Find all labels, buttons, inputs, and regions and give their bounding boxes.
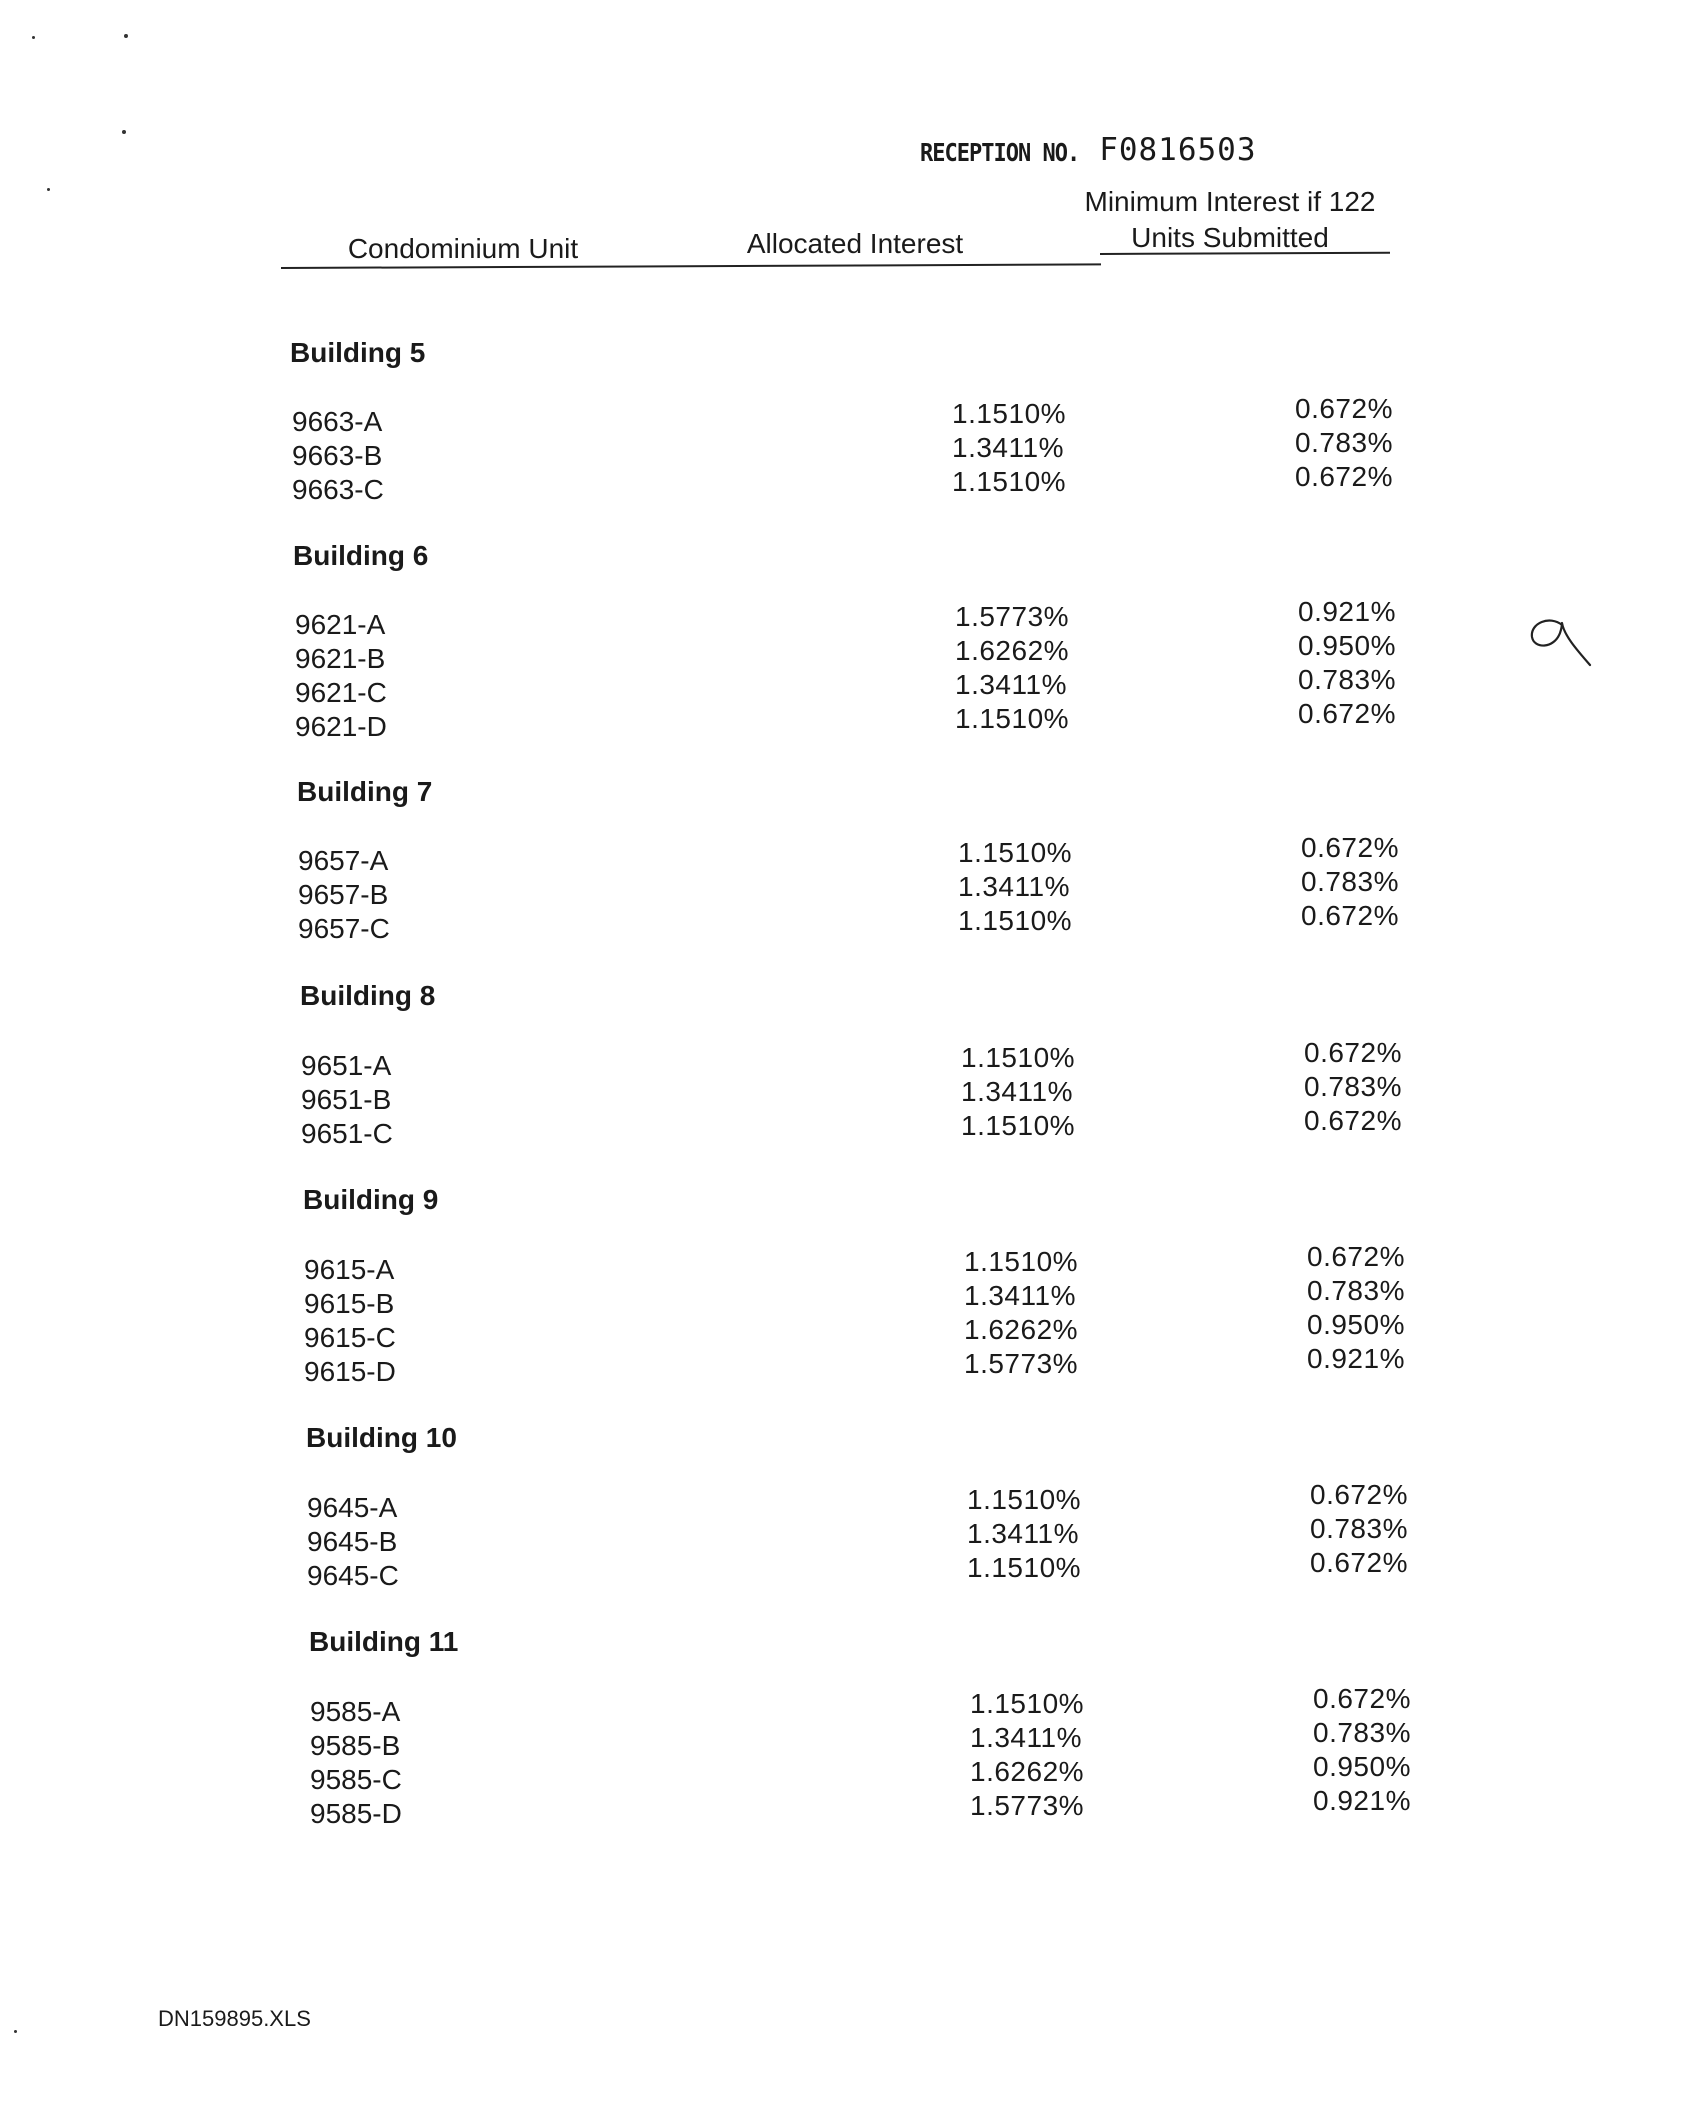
allocated-cell: 1.6262%: [955, 635, 1070, 666]
table-row: [0, 698, 1696, 745]
scan-speck: [47, 188, 50, 191]
handwritten-mark-icon: [1520, 605, 1610, 685]
unit-cell: 9651-C: [301, 1118, 393, 1149]
unit-cell: 9663-A: [292, 406, 383, 437]
table-row: [0, 1717, 1696, 1764]
unit-cell: 9663-B: [292, 440, 383, 471]
minimum-cell: 0.672%: [1310, 1547, 1408, 1578]
allocated-cell: 1.5773%: [964, 1348, 1079, 1379]
unit-cell: 9621-D: [295, 711, 387, 742]
table-row: [0, 1105, 1696, 1152]
minimum-cell: 0.783%: [1310, 1513, 1408, 1544]
unit-cell: 9651-A: [301, 1050, 392, 1081]
reception-stamp: [920, 132, 1257, 168]
table-row: [0, 1241, 1696, 1288]
minimum-cell: 0.921%: [1313, 1785, 1411, 1816]
building-title: Building 7: [297, 776, 433, 807]
reception-label: RECEPTION NO.: [920, 139, 1080, 168]
minimum-cell: 0.783%: [1313, 1717, 1411, 1748]
minimum-cell: 0.783%: [1301, 866, 1399, 897]
unit-cell: 9615-B: [304, 1288, 395, 1319]
column-header-allocated: Allocated Interest: [746, 228, 964, 259]
column-header-unit: Condominium Unit: [347, 233, 579, 264]
table-row: [0, 1751, 1696, 1798]
unit-cell: 9621-C: [295, 677, 387, 708]
unit-cell: 9585-A: [310, 1696, 401, 1727]
table-row: [0, 596, 1696, 643]
table-row: [0, 1479, 1696, 1526]
minimum-cell: 0.672%: [1298, 698, 1396, 729]
building-title: Building 8: [300, 980, 436, 1011]
table-row: [0, 1785, 1696, 1832]
allocated-cell: 1.1510%: [958, 837, 1073, 868]
table-row: [0, 427, 1696, 474]
allocated-cell: 1.1510%: [961, 1042, 1076, 1073]
reception-number: F0816503: [1099, 132, 1257, 168]
table-row: [0, 1343, 1696, 1390]
allocated-cell: 1.5773%: [955, 601, 1070, 632]
minimum-cell: 0.672%: [1313, 1683, 1411, 1714]
minimum-cell: 0.672%: [1295, 393, 1393, 424]
unit-cell: 9657-B: [298, 879, 389, 910]
table-row: [0, 1071, 1696, 1118]
unit-cell: 9615-C: [304, 1322, 396, 1353]
allocated-cell: 1.3411%: [964, 1280, 1076, 1311]
scan-speck: [122, 130, 126, 134]
building-title: Building 6: [293, 540, 429, 571]
minimum-cell: 0.783%: [1304, 1071, 1402, 1102]
unit-cell: 9651-B: [301, 1084, 392, 1115]
allocated-cell: 1.6262%: [964, 1314, 1079, 1345]
minimum-cell: 0.672%: [1307, 1241, 1405, 1272]
table-row: [0, 461, 1696, 508]
allocated-cell: 1.1510%: [952, 398, 1067, 429]
unit-cell: 9621-B: [295, 643, 386, 674]
allocated-cell: 1.3411%: [970, 1722, 1082, 1753]
minimum-cell: 0.783%: [1307, 1275, 1405, 1306]
minimum-cell: 0.783%: [1298, 664, 1396, 695]
unit-cell: 9585-C: [310, 1764, 402, 1795]
table-row: [0, 664, 1696, 711]
unit-cell: 9645-A: [307, 1492, 398, 1523]
building-title: Building 5: [290, 337, 426, 368]
unit-cell: 9615-A: [304, 1254, 395, 1285]
allocated-cell: 1.1510%: [967, 1484, 1082, 1515]
minimum-cell: 0.672%: [1310, 1479, 1408, 1510]
allocated-cell: 1.1510%: [958, 905, 1073, 936]
allocated-cell: 1.1510%: [967, 1552, 1082, 1583]
minimum-cell: 0.672%: [1304, 1037, 1402, 1068]
allocated-cell: 1.1510%: [952, 466, 1067, 497]
allocated-cell: 1.1510%: [970, 1688, 1085, 1719]
building-title: Building 10: [306, 1422, 457, 1453]
unit-cell: 9585-B: [310, 1730, 401, 1761]
table-row: [0, 1037, 1696, 1084]
minimum-cell: 0.921%: [1307, 1343, 1405, 1374]
table-row: [0, 1547, 1696, 1594]
unit-cell: 9657-C: [298, 913, 390, 944]
unit-cell: 9585-D: [310, 1798, 402, 1829]
allocated-cell: 1.3411%: [955, 669, 1067, 700]
minimum-cell: 0.950%: [1307, 1309, 1405, 1340]
unit-cell: 9621-A: [295, 609, 386, 640]
unit-cell: 9645-B: [307, 1526, 398, 1557]
minimum-cell: 0.950%: [1298, 630, 1396, 661]
allocated-cell: 1.3411%: [961, 1076, 1073, 1107]
table-row: [0, 900, 1696, 947]
allocated-cell: 1.1510%: [964, 1246, 1079, 1277]
scan-speck: [32, 36, 35, 39]
allocated-cell: 1.3411%: [967, 1518, 1079, 1549]
scan-speck: [124, 34, 128, 38]
unit-cell: 9663-C: [292, 474, 384, 505]
unit-cell: 9657-A: [298, 845, 389, 876]
minimum-cell: 0.783%: [1295, 427, 1393, 458]
table-row: [0, 1275, 1696, 1322]
allocated-cell: 1.3411%: [952, 432, 1064, 463]
table-row: [0, 1513, 1696, 1560]
column-header-minimum-line1: Minimum Interest if 122: [1084, 186, 1376, 217]
allocated-cell: 1.6262%: [970, 1756, 1085, 1787]
allocated-cell: 1.3411%: [958, 871, 1070, 902]
table-row: [0, 1683, 1696, 1730]
scan-speck: [14, 2030, 17, 2033]
allocated-cell: 1.5773%: [970, 1790, 1085, 1821]
footer-filename: DN159895.XLS: [158, 2006, 311, 2031]
allocated-cell: 1.1510%: [961, 1110, 1076, 1141]
unit-cell: 9645-C: [307, 1560, 399, 1591]
minimum-cell: 0.672%: [1304, 1105, 1402, 1136]
table-row: [0, 832, 1696, 879]
minimum-cell: 0.672%: [1295, 461, 1393, 492]
minimum-cell: 0.672%: [1301, 900, 1399, 931]
table-row: [0, 866, 1696, 913]
column-header-minimum: [1065, 184, 1395, 256]
unit-cell: 9615-D: [304, 1356, 396, 1387]
column-header-minimum-line2: Units Submitted: [1131, 222, 1329, 253]
building-title: Building 11: [309, 1626, 459, 1657]
table-row: [0, 393, 1696, 440]
minimum-cell: 0.672%: [1301, 832, 1399, 863]
table-row: [0, 630, 1696, 677]
minimum-cell: 0.950%: [1313, 1751, 1411, 1782]
building-title: Building 9: [303, 1184, 439, 1215]
minimum-cell: 0.921%: [1298, 596, 1396, 627]
allocated-cell: 1.1510%: [955, 703, 1070, 734]
table-row: [0, 1309, 1696, 1356]
